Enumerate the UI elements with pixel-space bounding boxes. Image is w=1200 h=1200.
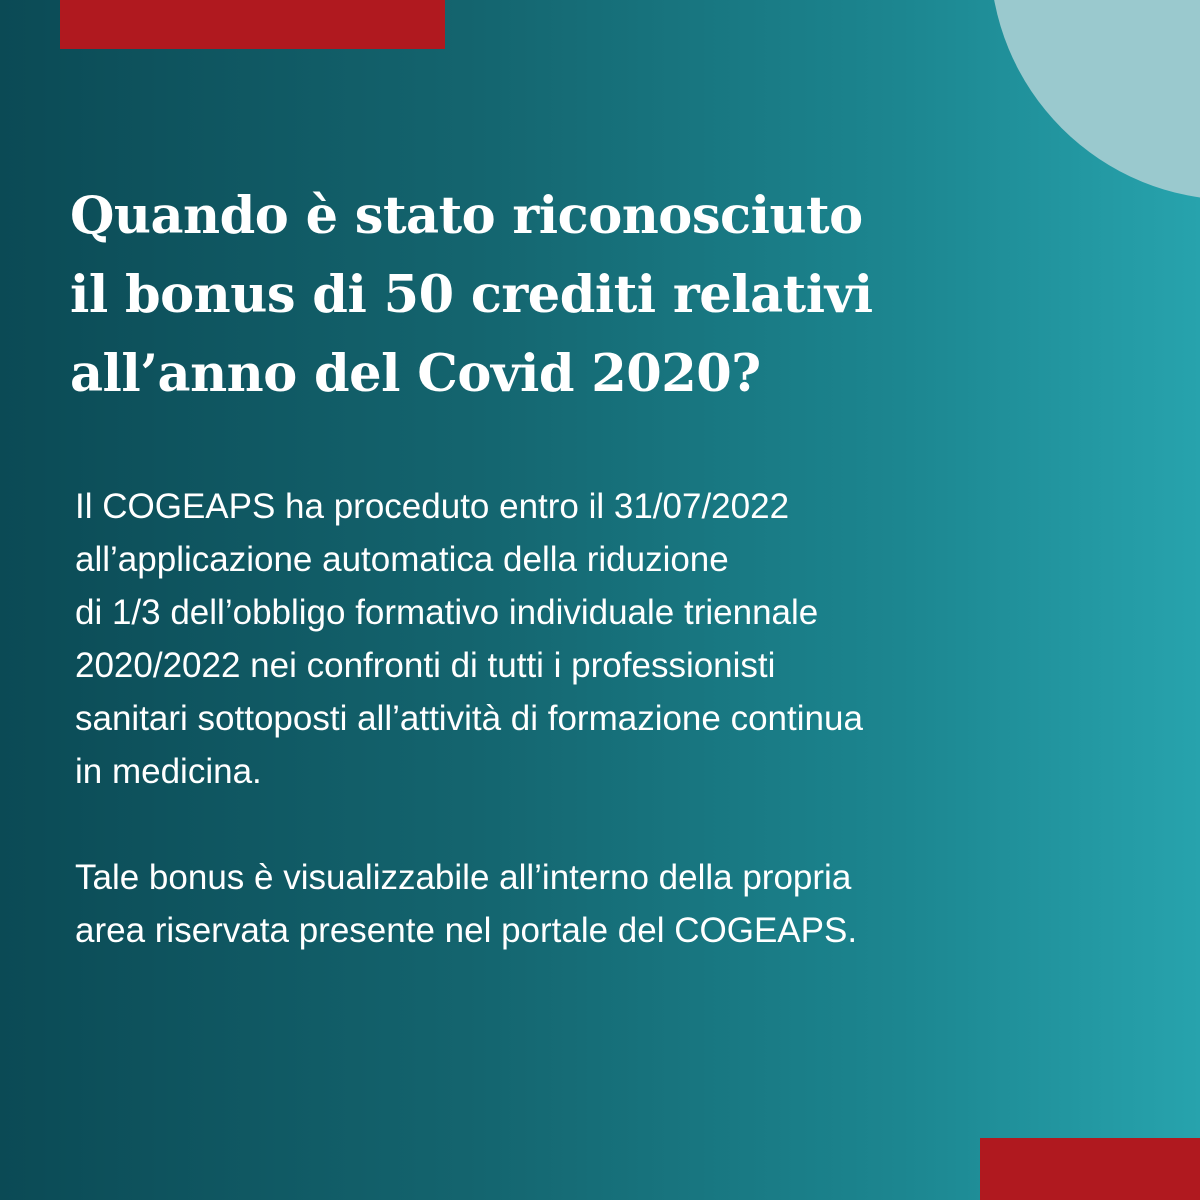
body-line: sanitari sottoposti all’attività di formazione continua [75,699,863,738]
body-line: Tale bonus è visualizzabile all’interno della propria [75,858,852,897]
body-line: all’applicazione automatica della riduzione [75,540,729,579]
decorative-circle [990,0,1200,200]
paragraph-1 [75,480,1155,798]
body-line: Il COGEAPS ha proceduto entro il 31/07/2022 [75,487,790,526]
body-line: 2020/2022 nei confronti di tutti i professionisti [75,646,776,685]
body-line: in medicina. [75,752,262,791]
headline-line: il bonus di 50 crediti relativi [70,265,873,325]
body-line: area riservata presente nel portale del COGEAPS. [75,911,858,950]
paragraph-2 [75,851,1155,957]
body-text [75,480,1155,957]
headline-line: all’anno del Covid 2020? [70,344,761,404]
headline [70,177,970,414]
headline-line: Quando è stato riconosciuto [70,186,863,246]
bottom-accent-bar [980,1138,1200,1200]
top-accent-bar [60,0,445,49]
body-line: di 1/3 dell’obbligo formativo individuale triennale [75,593,819,632]
